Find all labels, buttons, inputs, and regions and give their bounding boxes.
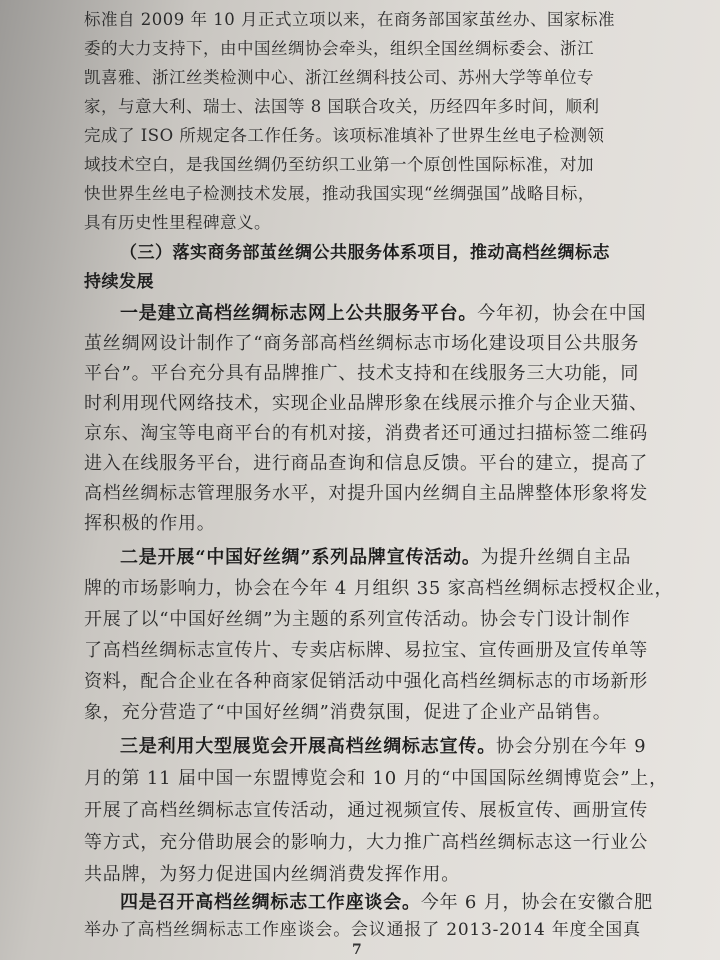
text-line: 三是利用大型展览会开展高档丝绸标志宣传。协会分别在今年 9 [120, 736, 647, 757]
text-line: 时利用现代网络技术，实现企业品牌形象在线展示推介与企业天猫、 [84, 393, 648, 414]
text-line: 二是开展“中国好丝绸”系列品牌宣传活动。为提升丝绸自主品 [120, 547, 632, 568]
text-line: 茧丝绸网设计制作了“商务部高档丝绸标志市场化建设项目公共服务 [84, 333, 640, 354]
text-line: 高档丝绸标志管理服务水平，对提升国内丝绸自主品牌整体形象将发 [84, 483, 648, 504]
text-line: 举办了高档丝绸标志工作座谈会。会议通报了 2013-2014 年度全国真 [84, 920, 641, 940]
item-heading: 四是召开高档丝绸标志工作座谈会。 [120, 892, 421, 913]
text-line: 一是建立高档丝绸标志网上公共服务平台。今年初，协会在中国 [120, 303, 647, 324]
text-line: 京东、淘宝等电商平台的有机对接，消费者还可通过扫描标签二维码 [84, 423, 648, 444]
item-heading: 三是利用大型展览会开展高档丝绸标志宣传。 [120, 736, 496, 757]
text-line: 资料，配合企业在各种商家促销活动中强化高档丝绸标志的市场新形 [84, 671, 648, 692]
text-line: 凯喜雅、浙江丝类检测中心、浙江丝绸科技公司、苏州大学等单位专 [84, 68, 594, 87]
text-line: 月的第 11 届中国一东盟博览会和 10 月的“中国国际丝绸博览会”上， [84, 768, 668, 789]
text-line: 平台”。平台充分具有品牌推广、技术支持和在线服务三大功能，同 [84, 363, 640, 384]
text-line: 四是召开高档丝绸标志工作座谈会。今年 6 月，协会在安徽合肥 [120, 892, 653, 913]
text-line: 开展了高档丝绸标志宣传活动，通过视频宣传、展板宣传、画册宣传 [84, 800, 648, 821]
text-line: 进入在线服务平台，进行商品查询和信息反馈。平台的建立，提高了 [84, 453, 648, 474]
text-line: 具有历史性里程碑意义。 [84, 213, 271, 232]
text-line: 牌的市场影响力，协会在今年 4 月组织 35 家高档丝绸标志授权企业， [84, 578, 674, 599]
item-heading: 一是建立高档丝绸标志网上公共服务平台。 [120, 303, 478, 324]
text-line: 快世界生丝电子检测技术发展，推动我国实现“丝绸强国”战略目标， [84, 184, 595, 203]
text-line: 完成了 ISO 所规定各工作任务。该项标准填补了世界生丝电子检测领 [84, 126, 605, 145]
text-line: 开展了以“中国好丝绸”为主题的系列宣传活动。协会专门设计制作 [84, 609, 631, 630]
text-line: 家，与意大利、瑞士、法国等 8 国联合攻关，历经四年多时间，顺利 [84, 97, 600, 116]
page-number: 7 [352, 942, 362, 958]
text-line: 挥积极的作用。 [84, 513, 216, 534]
text-line: 共品牌，为努力促进国内丝绸消费发挥作用。 [84, 864, 460, 885]
text-line: 象，充分营造了“中国好丝绸”消费氛围，促进了企业产品销售。 [84, 702, 612, 723]
item-heading: 二是开展“中国好丝绸”系列品牌宣传活动。 [120, 547, 481, 568]
text-line: 标准自 2009 年 10 月正式立项以来，在商务部国家茧丝办、国家标准 [84, 10, 615, 29]
text-line: 委的大力支持下，由中国丝绸协会牵头，组织全国丝绸标委会、浙江 [84, 39, 594, 58]
text-line: 域技术空白，是我国丝绸仍至纺织工业第一个原创性国际标准，对加 [84, 155, 594, 174]
section-heading: （三）落实商务部茧丝绸公共服务体系项目，推动高档丝绸标志 [120, 243, 610, 263]
text-line: 等方式，充分借助展会的影响力，大力推广高档丝绸标志这一行业公 [84, 832, 648, 853]
section-heading-cont: 持续发展 [84, 272, 154, 292]
text-line: 了高档丝绸标志宣传片、专卖店标牌、易拉宝、宣传画册及宣传单等 [84, 640, 648, 661]
